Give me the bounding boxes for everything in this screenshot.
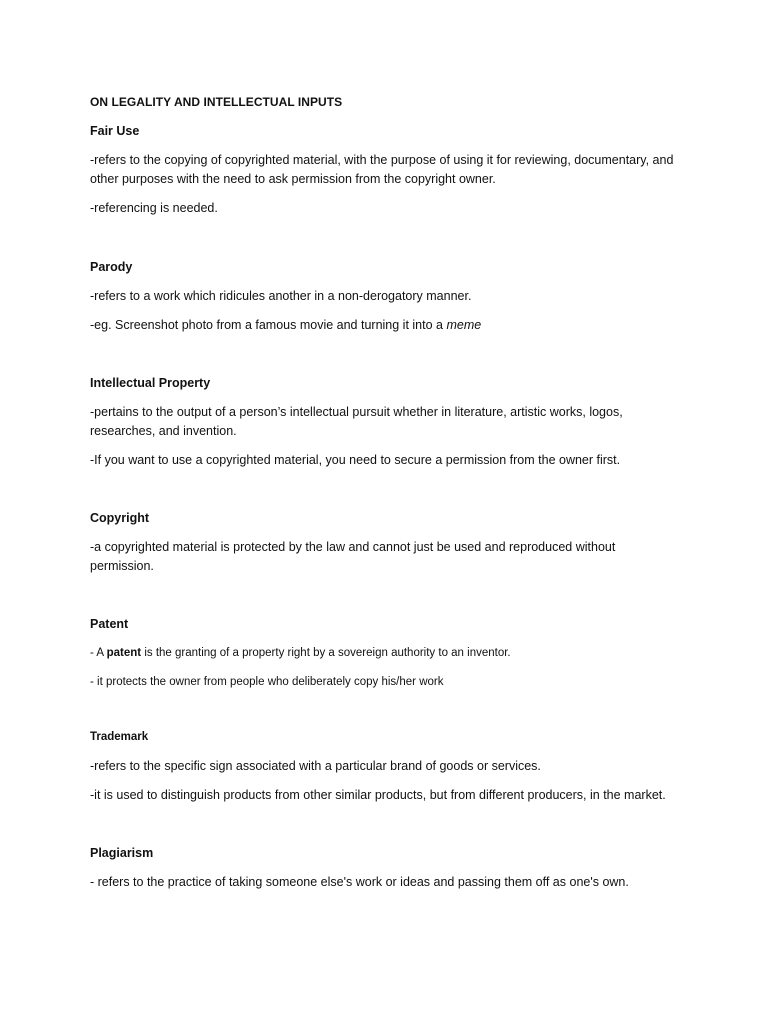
trademark-heading: Trademark xyxy=(90,731,149,743)
section-spacer xyxy=(90,815,678,844)
section-patent xyxy=(90,615,678,692)
section-spacer xyxy=(90,702,678,728)
copyright-definition: -a copyrighted material is protected by the law and cannot just be used and reproduced without permission. xyxy=(90,540,616,573)
section-spacer xyxy=(90,586,678,615)
intellectual-property-heading: Intellectual Property xyxy=(90,376,211,390)
plagiarism-heading: Plagiarism xyxy=(90,846,154,860)
patent-definition-suffix: is the granting of a property right by a sovereign authority to an inventor. xyxy=(141,647,511,659)
parody-example-emphasis: meme xyxy=(446,318,482,332)
parody-example-text: -eg. Screenshot photo from a famous movie and turning it into a xyxy=(90,318,447,332)
section-spacer xyxy=(90,345,678,374)
fair-use-heading: Fair Use xyxy=(90,124,140,138)
section-spacer xyxy=(90,228,678,258)
section-intellectual-property xyxy=(90,374,678,470)
plagiarism-definition: - refers to the practice of taking someone else's work or ideas and passing them off as one's own. xyxy=(90,875,629,889)
section-copyright xyxy=(90,509,678,576)
document-title: ON LEGALITY AND INTELLECTUAL INPUTS xyxy=(90,95,343,109)
parody-heading: Parody xyxy=(90,260,133,274)
fair-use-note: -referencing is needed. xyxy=(90,201,218,215)
section-trademark xyxy=(90,728,678,805)
patent-note: - it protects the owner from people who deliberately copy his/her work xyxy=(90,676,444,688)
section-plagiarism xyxy=(90,844,678,892)
patent-definition-prefix: - A xyxy=(90,647,107,659)
intellectual-property-definition: -pertains to the output of a person’s intellectual pursuit whether in literature, artistic works, logos, researches, and invention. xyxy=(90,405,623,438)
patent-heading: Patent xyxy=(90,617,129,631)
section-parody xyxy=(90,258,678,335)
parody-definition: -refers to a work which ridicules another in a non-derogatory manner. xyxy=(90,289,472,303)
patent-definition-term: patent xyxy=(106,647,142,659)
section-spacer xyxy=(90,480,678,509)
trademark-note: -it is used to distinguish products from other similar products, but from different producers, in the market. xyxy=(90,788,666,802)
copyright-heading: Copyright xyxy=(90,511,150,525)
intellectual-property-note: -If you want to use a copyrighted material, you need to secure a permission from the owner first. xyxy=(90,453,621,467)
patent-definition xyxy=(90,644,678,663)
fair-use-definition: -refers to the copying of copyrighted material, with the purpose of using it for reviewing, documentary, and other purposes with the need to ask permission from the copyright owner. xyxy=(90,153,674,186)
section-fair-use xyxy=(90,122,678,218)
trademark-definition: -refers to the specific sign associated with a particular brand of goods or services. xyxy=(90,759,541,773)
parody-example xyxy=(90,316,678,335)
